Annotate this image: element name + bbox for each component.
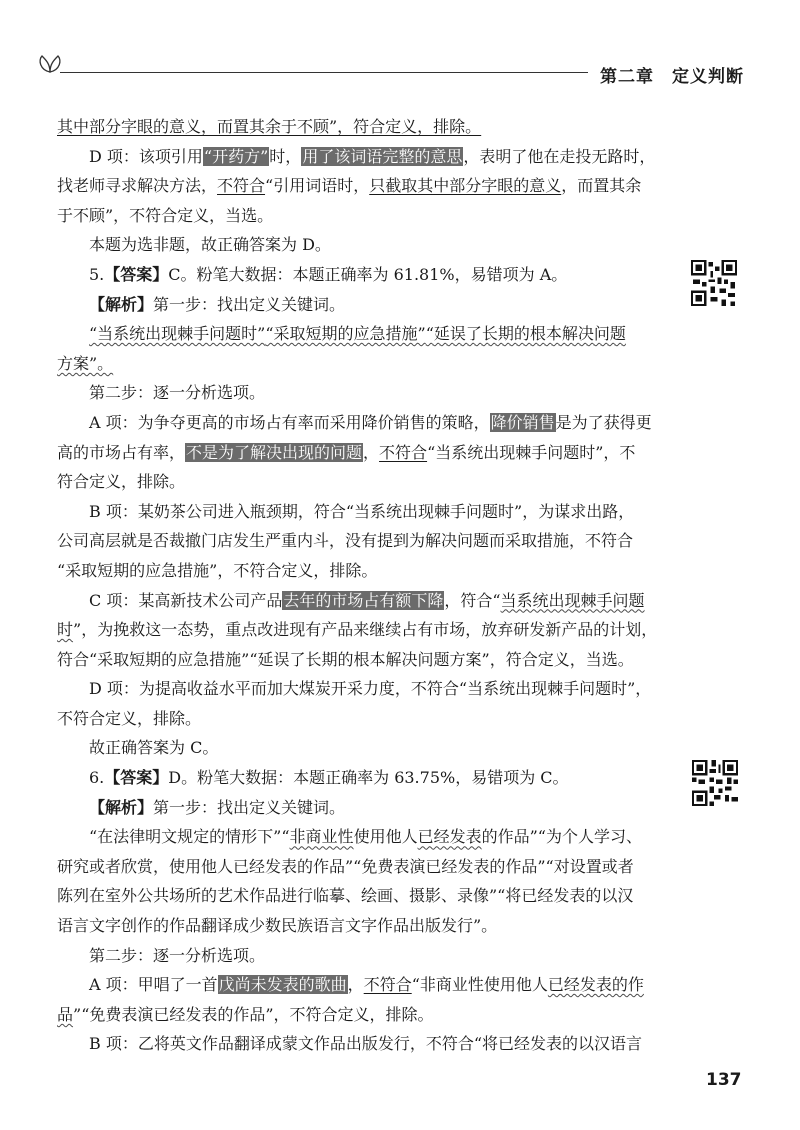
underlined-span: 不符合 <box>363 975 412 995</box>
highlight-span: “开药方” <box>203 146 269 166</box>
text-span: 其中部分字眼的意义，而置其余于不顾”，符合定义，排除。 <box>57 117 482 136</box>
text-line <box>57 733 667 763</box>
page-content <box>57 112 667 1059</box>
section-title: 定义判断 <box>672 67 744 87</box>
keyword-span: “当系统出现棘手问题时” <box>89 324 266 344</box>
keyword-span: 时 <box>57 620 74 640</box>
text-span: “引用词语时， <box>265 176 370 196</box>
text-span: ，符合“ <box>444 590 501 610</box>
chapter-number: 第二章 <box>600 67 654 87</box>
text-line <box>57 526 667 556</box>
text-span: “采取短期的应急措施”，不符合定义，排除。 <box>57 560 378 580</box>
text-span: B 项：某奶茶公司进入瓶颈期，符合“当系统出现棘手问题时”，为谋求出路， <box>89 501 635 521</box>
text-span: 语言文字创作的作品翻译成少数民族语言文字作品出版发行”。 <box>57 916 498 936</box>
analysis-tag: 【解析】 <box>89 294 154 314</box>
keyword-span: 当系统出现棘手问题 <box>500 590 645 610</box>
underlined-span: 不符合 <box>217 176 266 196</box>
highlight-span: 用了该词语完整的意思 <box>302 146 463 166</box>
text-line <box>57 1000 667 1030</box>
text-span: 的作品”“为个人学习、 <box>481 827 642 847</box>
text-line <box>57 852 667 882</box>
text-span: ，表明了他在走投无路时， <box>463 146 656 166</box>
text-line <box>57 911 667 941</box>
text-line <box>57 822 667 852</box>
text-span: D 项：该项引用 <box>89 146 203 166</box>
text-span: A 项：甲唱了一首 <box>89 975 218 995</box>
highlight-span: 不是为了解决出现的问题 <box>186 442 363 462</box>
text-span: 是为了获得更 <box>555 412 652 432</box>
answer-line <box>57 260 667 290</box>
text-span: D 项：为提高收益水平而加大煤炭开采力度，不符合“当系统出现棘手问题时”， <box>89 679 652 699</box>
text-span: ， <box>347 975 364 995</box>
text-line <box>57 349 667 379</box>
text-span: ”，为挽救这一态势，重点改进现有产品来继续占有市场，放弃研发新产品的计划， <box>73 620 658 640</box>
underlined-span: 不符合 <box>379 442 428 462</box>
highlight-span: 降价销售 <box>490 412 555 432</box>
text-line <box>57 408 667 438</box>
text-span: C 项：某高新技术公司产品 <box>89 590 283 610</box>
text-line <box>57 556 667 586</box>
text-line <box>57 704 667 734</box>
page-header <box>0 0 800 100</box>
text-span: 第二步：逐一分析选项。 <box>89 383 266 403</box>
text-span: 使用他人 <box>353 827 418 847</box>
text-span: 第一步：找出定义关键词。 <box>153 294 346 314</box>
keyword-span: 已经发表 <box>417 827 482 847</box>
text-line <box>57 142 667 172</box>
text-line <box>57 378 667 408</box>
answer-tag: 【答案】 <box>104 768 169 788</box>
highlight-span: 去年的市场占有额下降 <box>283 590 444 610</box>
text-line <box>57 645 667 675</box>
text-line <box>57 1029 667 1059</box>
qr-code-icon[interactable] <box>691 260 737 306</box>
text-span: 公司高层就是否裁撤门店发生严重内斗，没有提到为解决问题而采取措施，不符合 <box>57 531 634 551</box>
leaf-ornament-icon <box>36 52 64 74</box>
keyword-span: “采取短期的应急措施” <box>265 324 426 344</box>
text-span: 陈列在室外公共场所的艺术作品进行临摹、绘画、摄影、录像”“将已经发表的以汉 <box>57 886 634 906</box>
text-line <box>57 230 667 260</box>
text-span: 高的市场占有率， <box>57 442 186 462</box>
text-line <box>57 438 667 468</box>
text-line <box>57 941 667 971</box>
text-line <box>57 615 667 645</box>
text-line <box>57 497 667 527</box>
text-span: 符合定义，排除。 <box>57 472 186 492</box>
chapter-title <box>600 62 744 87</box>
text-line <box>57 319 667 349</box>
text-span: C。粉笔大数据：本题正确率为 61.81%，易错项为 A。 <box>168 264 568 284</box>
analysis-line <box>57 793 667 823</box>
text-line <box>57 586 667 616</box>
header-rule <box>60 72 588 73</box>
underlined-span: 只截取其中部分字眼的意义 <box>369 176 562 196</box>
question-number: 6. <box>89 768 105 788</box>
highlight-span: 戊尚未发表的歌曲 <box>218 975 347 995</box>
answer-line <box>57 763 667 793</box>
text-span: “非商业性使用他人 <box>411 975 548 995</box>
text-span: A 项：为争夺更高的市场占有率而采用降价销售的策略， <box>89 412 490 432</box>
text-span: 于不顾”，不符合定义，当选。 <box>57 205 274 225</box>
keyword-span: 已经发表的作 <box>547 975 644 995</box>
text-line <box>57 970 667 1000</box>
qr-code-icon[interactable] <box>692 760 738 806</box>
text-span: “在法律明文规定的情形下”“ <box>89 827 290 847</box>
question-number: 5. <box>89 264 105 284</box>
text-span: 研究或者欣赏，使用他人已经发表的作品”“免费表演已经发表的作品”“对设置或者 <box>57 856 634 876</box>
text-span: B 项：乙将英文作品翻译成蒙文作品出版发行，不符合“将已经发表的以汉语言 <box>89 1034 643 1054</box>
keyword-span: 方案”。 <box>57 353 114 373</box>
text-line <box>57 674 667 704</box>
text-span: 找老师寻求解决方法， <box>57 176 218 196</box>
text-line <box>57 112 667 142</box>
text-line <box>57 467 667 497</box>
page-number: 137 <box>706 1070 742 1090</box>
analysis-line <box>57 290 667 320</box>
text-span: 符合“采取短期的应急措施”“延误了长期的根本解决问题方案”，符合定义，当选。 <box>57 649 634 669</box>
keyword-span: “延误了长期的根本解决问题 <box>425 324 626 344</box>
text-line <box>57 201 667 231</box>
keyword-span: 品 <box>57 1004 74 1024</box>
answer-tag: 【答案】 <box>104 264 169 284</box>
text-span: 不符合定义，排除。 <box>57 708 202 728</box>
analysis-tag: 【解析】 <box>89 797 154 817</box>
text-span: 时， <box>269 146 302 166</box>
text-span: 本题为选非题，故正确答案为 D。 <box>89 235 331 255</box>
keyword-span: 非商业性 <box>289 827 354 847</box>
text-span: D。粉笔大数据：本题正确率为 63.75%，易错项为 C。 <box>168 768 569 788</box>
text-span: ， <box>363 442 380 462</box>
text-span: ”“免费表演已经发表的作品”，不符合定义，排除。 <box>73 1004 434 1024</box>
text-line <box>57 171 667 201</box>
text-span: “当系统出现棘手问题时”，不 <box>427 442 636 462</box>
text-span: 故正确答案为 C。 <box>89 738 219 758</box>
text-line <box>57 881 667 911</box>
text-span: 第二步：逐一分析选项。 <box>89 945 266 965</box>
text-span: ，而置其余 <box>561 176 642 196</box>
text-span: 第一步：找出定义关键词。 <box>153 797 346 817</box>
